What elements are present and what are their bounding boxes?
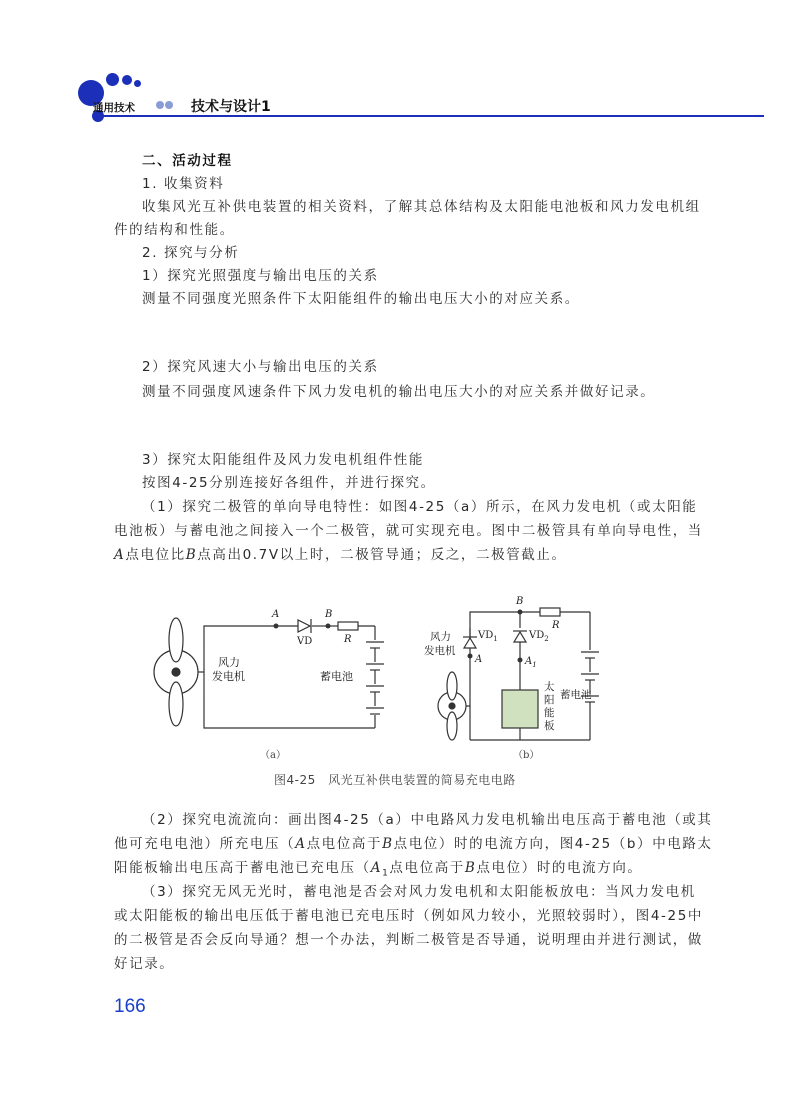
item3-text: 按图4-25分别连接好各组件，并进行探究。 (142, 475, 436, 491)
para2-line2-text-c: 点电位）时的电流方向，图4-25（b）中电路太 (393, 836, 713, 852)
wire-a-top-left (204, 626, 276, 652)
label-a-battery: 蓄电池 (320, 670, 353, 683)
label-b-solar-1: 太 (544, 681, 555, 693)
para2-point-a1-ref: A (370, 860, 383, 876)
header-badge-icon (156, 101, 173, 109)
label-b-vd2-text: VD (529, 630, 545, 641)
label-a-generator-l1: 风力 (218, 656, 240, 669)
generator-a-blade-top (169, 618, 183, 662)
label-b-solar-4: 板 (544, 720, 555, 732)
para3-line3: 的二极管是否会反向导通？想一个办法，判断二极管是否导通，说明理由并进行测试，做 (114, 932, 703, 948)
para2-line3-text-b: 点电位高于 (389, 860, 465, 876)
label-b-solar-3: 能 (544, 707, 555, 719)
item3-title: 3）探究太阳能组件及风力发电机组件性能 (142, 452, 424, 468)
generator-b-hub (449, 703, 455, 709)
generator-a-blade-bottom (169, 682, 183, 726)
label-b-vd2 (528, 630, 549, 643)
generator-a-hub (172, 668, 180, 676)
node-b-a (468, 654, 473, 659)
para2-line2-text-b: 点电位高于 (306, 836, 383, 852)
generator-b-blade-top (447, 672, 457, 700)
diode-vd-icon (298, 620, 310, 632)
label-b-solar-2: 阳 (544, 694, 555, 706)
item2-title: 2）探究风速大小与输出电压的关系 (142, 359, 379, 375)
label-b-a1-sub: 1 (532, 661, 537, 669)
node-b-a1 (518, 658, 523, 663)
node-a (274, 624, 279, 629)
para2-point-b-ref: B (382, 836, 394, 852)
para2-point-a-ref: A (295, 836, 307, 852)
label-a-generator-l2: 发电机 (212, 670, 245, 683)
node-b (326, 624, 331, 629)
label-b-sub: （b） (513, 750, 540, 761)
para1-line3-text-a: 点电位比 (125, 547, 186, 563)
wire-a-bottom (204, 692, 375, 728)
point-a-ref: A (114, 547, 126, 563)
para1-line3 (114, 543, 567, 563)
step1-text-line1: 收集风光互补供电装置的相关资料，了解其总体结构及太阳能电池板和风力发电机组 (142, 199, 701, 215)
label-a-r: R (344, 634, 352, 645)
para2-line3-text-c: 点电位）时的电流方向。 (476, 860, 643, 876)
para3-line2: 或太阳能板的输出电压低于蓄电池已充电压时（例如风力较小，光照较弱时），图4-25中 (114, 908, 703, 924)
diode-vd2-icon (514, 632, 526, 642)
label-b-generator-l1: 风力 (430, 631, 451, 643)
para1-line1: （1）探究二极管的单向导电特性：如图4-25（a）所示，在风力发电机（或太阳能 (142, 499, 698, 515)
para2-point-b-ref-2: B (464, 860, 477, 876)
diode-vd1-icon (464, 638, 476, 648)
header-book-title: 技术与设计1 (191, 99, 271, 115)
para2-point-a1-sub: 1 (382, 868, 390, 879)
label-b-vd1-text: VD (478, 630, 494, 641)
label-a-point-b: B (325, 609, 333, 620)
resistor-r-b-icon (540, 608, 560, 616)
solar-panel-icon (502, 690, 538, 728)
circuit-figure (140, 590, 610, 770)
page-number: 166 (114, 996, 146, 1017)
item1-text: 测量不同强度光照条件下太阳能组件的输出电压大小的对应关系。 (142, 291, 580, 307)
label-b-battery: 蓄电池 (560, 689, 592, 701)
label-b-point-a1 (524, 656, 537, 669)
item1-title: 1）探究光照强度与输出电压的关系 (142, 268, 379, 284)
generator-b-lead (466, 690, 470, 706)
para1-line2: 电池板）与蓄电池之间接入一个二极管，就可实现充电。图中二极管具有单向导电性，当 (114, 523, 703, 539)
para1-line3-text-b: 点高出0.7V以上时，二极管导通；反之，二极管截止。 (197, 547, 567, 563)
label-a-sub: （a） (260, 750, 286, 761)
resistor-r-icon (338, 622, 358, 630)
node-b-top (518, 610, 523, 615)
battery-a-icon (366, 642, 384, 714)
step1-text-line2: 件的结构和性能。 (114, 222, 235, 238)
label-b-r: R (552, 620, 560, 631)
header-dot-medium (106, 73, 119, 86)
label-b-a1-text: A (525, 656, 533, 667)
para2-line3-text-a: 阳能板输出电压高于蓄电池已充电压（ (114, 860, 371, 876)
header-dot-small (122, 75, 132, 85)
figure-caption: 图4-25 风光互补供电装置的简易充电电路 (274, 773, 516, 787)
para2-line1: （2）探究电流流向：画出图4-25（a）中电路风力发电机输出电压高于蓄电池（或其 (142, 812, 713, 828)
label-b-point-a: A (475, 654, 483, 665)
label-b-vd1 (477, 630, 498, 643)
point-b-ref: B (185, 547, 198, 563)
label-a-vd: VD (297, 636, 313, 647)
para2-line2-text-a: 他可充电电池）所充电压（ (114, 836, 296, 852)
section-title: 二、活动过程 (142, 153, 233, 169)
para2-line3 (114, 856, 643, 879)
para2-line2 (114, 832, 713, 852)
label-b-vd2-sub: 2 (544, 635, 549, 643)
para3-line4: 好记录。 (114, 956, 175, 972)
step1-title: 1. 收集资料 (142, 176, 225, 192)
label-a-point-a: A (272, 609, 280, 620)
label-b-point-b: B (516, 596, 524, 607)
item2-text: 测量不同强度风速条件下风力发电机的输出电压大小的对应关系并做好记录。 (142, 384, 656, 400)
label-b-generator-l2: 发电机 (424, 645, 456, 657)
header-dot-tiny (134, 80, 141, 87)
header-subject: 通用技术 (93, 102, 135, 114)
generator-b-blade-bottom (447, 712, 457, 740)
para3-line1: （3）探究无风无光时，蓄电池是否会对风力发电机和太阳能板放电：当风力发电机 (142, 884, 696, 900)
label-b-vd1-sub: 1 (493, 635, 498, 643)
step2-title: 2. 探究与分析 (142, 245, 240, 261)
